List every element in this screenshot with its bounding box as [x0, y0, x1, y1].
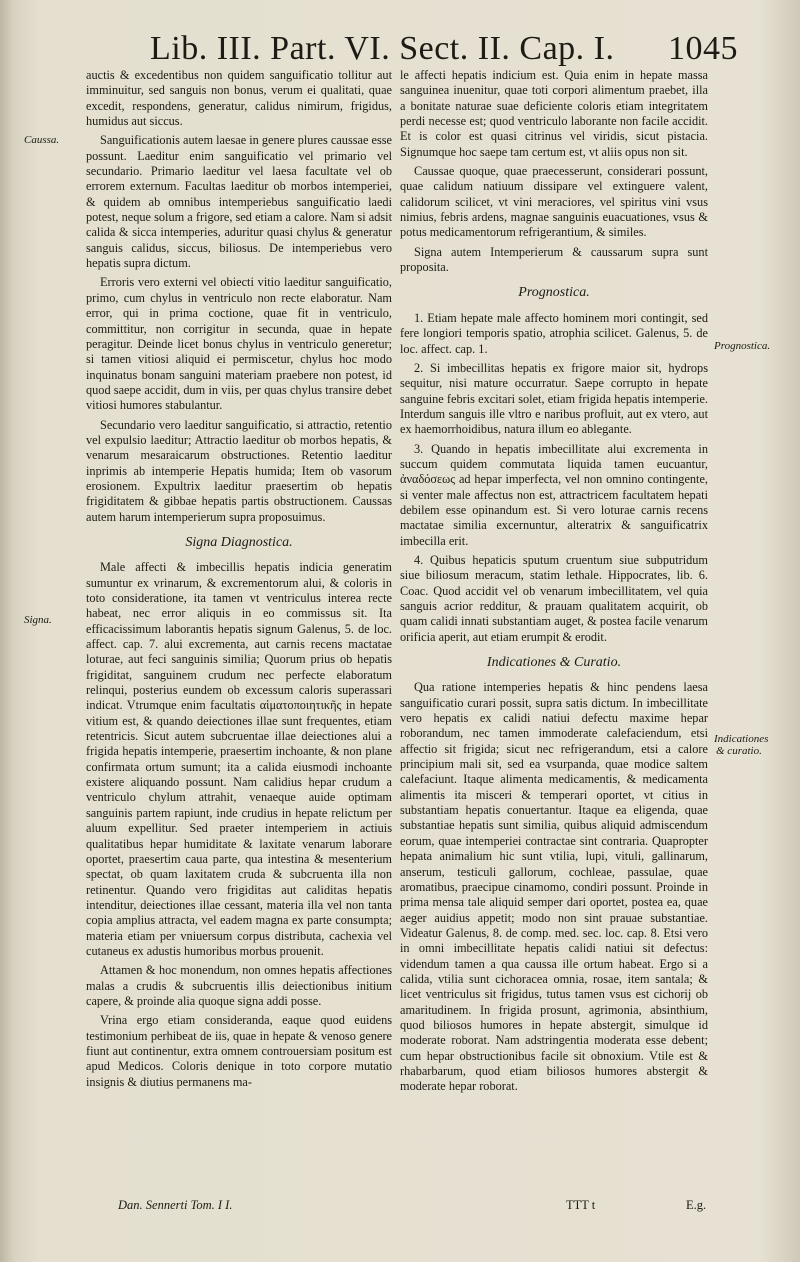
margin-note-indicationes: Indicationes: [714, 733, 769, 745]
printer-signature: Dan. Sennerti Tom. I I.: [118, 1198, 233, 1212]
paragraph: Attamen & hoc monendum, non omnes hepatis affectiones malas a crudis & subcruentis illis deiectionibus initium capere, & proinde alia quoque signa addi posse.: [86, 963, 392, 1008]
running-title: Lib. III. Part. VI. Sect. II. Cap. I.: [150, 30, 615, 67]
paragraph: 3. Quando in hepatis imbecillitate alui excrementa in succum quidem commutata liquida tamen eucuantur, ἀναδόσεως ad hepar imperfecta, vel non omnino contingente, si venter male affectus non est, attractricem facultatem hepati debilem esse opinandum est. Si vero loturae carnis recens mactatae similia excernuntur, alteratrix & sanguificatrix imbecilla erit.: [400, 441, 708, 548]
paragraph: Vrina ergo etiam consideranda, eaque quod euidens testimonium perhibeat de iis, quae in hepate & venoso genere fiunt aut continentur, extra omnem controuersiam positum est apud Medicos. Coloris denique in toto corpore mutatio insignis & diutius permanens ma-: [86, 1013, 392, 1089]
paragraph: auctis & excedentibus non quidem sanguificatio tollitur aut imminuitur, sed sanguis non bonus, verum ei qualitati, quae excedit, respondens, generatur, calidus nimirum, frigidus, humidus aut siccus.: [86, 68, 392, 129]
paragraph: Qua ratione intemperies hepatis & hinc pendens laesa sanguificatio curari possit, supra satis dictum. In imbecillitate vero hepatis ex calidi natiui defectu maxime hepar roborandum, nec tamen immoderate calefaciendum, etsi affectio sit frigida; sicut nec refrigerandum, etsi a calore principium mali sit, sed ea vsurpanda, quae modice saltem calefaciunt. Itaque alimenta medicamentis, & medicamenta alimentis ita misceri & temperari oportet, vt citius in substantiam hepatis conuertantur. Itaque ea eligenda, quae substantiae hepatis sunt similia, quibus aliquid admiscendum eorum, quae intemperiei contractae sint contraria. Quapropter hepata animalium hic sunt vtilia, lupi, vituli, gallinarum, anserum, testiculi gallorum, cochleae, passulae, quae aromatibus, praecipue cinamomo, condiri possunt. Proinde in prima mensa tale aliquid semper dari oportet, postea ea, quae aeger auidius appetit; modo non sint prauae substantiae. Videatur Galenus, 8. de comp. med. sec. loc. cap. 8. Etsi vero in omni imbecillitate hepatis calidi natiui sit defectus: videndum tamen a qua caussa ille ortum habeat. Ergo si a calida, vtilia sunt cichoracea omnia, rosae, item santala; & licet ventriculus sit frigidus, tutus tamen vsus est cichorij ob amaritudinem. In frigida prosunt, agrimonia, absinthium, quod biliosos humores in hepate abstergit, simulque id moderate roborat. Nam adstringentia moderata esse debent; cum hepar obstructionibus facile sit obnoxium. Vtile est & rhabarbarum, quod etiam biliosos humores abstergit & moderate hepar roborat.: [400, 680, 708, 1094]
running-header: [150, 30, 750, 70]
section-heading-prognostica: Prognostica.: [518, 285, 590, 301]
paragraph: 2. Si imbecillitas hepatis ex frigore maior sit, hydrops sequitur, nisi mature occurratur. Saepe corrupto in hepate sanguine febris excitari solet, etiam frigida hepatis intemperie. Interdum sanguis ille vltro e naribus profluit, aut ex vtero, aut ex haemorrhoidibus, natura illum eo ablegante.: [400, 360, 708, 437]
margin-note-causae: Caussa.: [24, 134, 60, 146]
paragraph: Secundario vero laeditur sanguificatio, si attractio, retentio vel expulsio laeditur; Attractio laeditur ob morbos hepatis, & venarum mesaraicarum obstructiones. Retentio laeditur inprimis ab intemperie Hepatis humida; Item ob vasorum erosionem. Expultrix laeditur praesertim ob hepatis frigiditatem & gibbae hepatis partis obstructionem. Caussas autem harum intemperierum supra proposuimus.: [86, 417, 392, 524]
section-heading-curatio: Indicationes & Curatio.: [486, 655, 622, 671]
catchword: E.g.: [686, 1198, 707, 1212]
section-heading-signa: Signa Diagnostica.: [185, 534, 293, 550]
margin-note-signa: Signa.: [24, 614, 52, 626]
paragraph: 4. Quibus hepaticis sputum cruentum siue subputridum siue biliosum meracum, statim lethale. Hippocrates, lib. 6. Coac. Quod accidit vel ob venarum imbecillitatem, vel quia sanguis acrior redditur, & prauam qualitatem acquirit, ob quam calidi innati substantiam auget, & postea facile venarum orificia aperit, aut etiam erumpit & erodit.: [400, 552, 708, 644]
paragraph: le affecti hepatis indicium est. Quia enim in hepate massa sanguinea inuenitur, quae toti corpori alimentum praebet, illa a bonitate naturae suae deficiente coloris etiam integritatem perdi necesse est; quod ventriculo laborante non facile accidit. Et is color est quasi citrinus vel viridis, sicut pistacia. Signumque hoc saepe tam certum est, vt aliis opus non sit.: [400, 68, 708, 159]
margin-note-prognostica: Prognostica.: [714, 340, 771, 352]
paragraph: Caussae quoque, quae praecesserunt, considerari possunt, quae calidum natiuum dissipare vel extinguere valent, calidorum scilicet, vt vini meraciores, vel spiritus vini vsus nimius, febris ardens, magnae sanguinis euacuationes, vsus & potus medicamentorum refrigerantium, & similes.: [400, 164, 708, 240]
paragraph: Signa autem Intemperierum & caussarum supra sunt proposita.: [400, 244, 708, 275]
right-column: [400, 68, 708, 1099]
page-number: 1045: [668, 30, 738, 67]
paragraph: Erroris vero externi vel obiecti vitio laeditur sanguificatio, primo, cum chylus in ventriculo non recte elaboratur. Nam error, qui in prima coctione, quae fit in ventriculo, committitur, non corrigitur in secunda, quae in hepate peragitur. Deinde licet bonus chylus in ventriculo generetur; si tamen vitiosi aliquid ei permiscetur, chylus hoc modo inquinatus bonam sanguini materiam praebere non potest, id quod saepe accidit, dum in viis, per quas chylus transire debet vitiosi humores stabulantur.: [86, 275, 392, 413]
margin-note-curatio: & curatio.: [716, 745, 762, 757]
left-column: [86, 68, 392, 1094]
paragraph: 1. Etiam hepate male affecto hominem mori contingit, sed fere longiori temporis spatio, atrophia scilicet. Galenus, 5. de loc. affect. cap. 1.: [400, 310, 708, 356]
gathering-mark: TTT t: [566, 1198, 596, 1212]
paragraph: Male affecti & imbecillis hepatis indicia generatim sumuntur ex vrinarum, & excrementorum alui, & coloris in toto consideratione, ita tamen vt ventriculus interea recte habeat, nec error aliquis in eo commissus sit. Ita efficacissimum laborantis hepatis signum Galenus, 5. de loc. affect. cap. 7. alui excrementa, aut carnis recens mactatae loturae, aut feci sanguinis similia; Quorum prius ob hepatis frigiditat, sanguinem crudum nec perfecte elaboratum relinqui, posterius eundem ob excessum caloris superassari indicat. Vtrumque enim facultatis αἱματοποιητικῆς in hepate vitium est, & quando deiectiones illae sunt frequentes, etiam retentricis. Sicut autem subcruentae illae deiectiones alui a frigida hepatis intemperie, praesertim inchoante, & non plane confirmata ortum sumunt; ita a calida eiusmodi inchoante existere aliquando possunt. Nam calidius hepar crudum a ventriculo chylum attrahit, venaeque auide optimam sanguinis partem rapiunt, inde crudius in hepate relictum per aluum expellitur. Sed praeter intemperiem in actiuis qualitatibus hepar humiditate & laxitate venarum laborare oportet, praesertim caua parte, qua intestina & mesenterium spectat, ob quam laxitatem cruda & subcruenta illa non retinentur. Quando vero frigiditas aut caliditas hepatis intenditur, deiectiones illae cessant, materia illa vel non tanta copia amplius attracta, vel eadem magna ex parte consumpta; materia etiam per vniuersum corpus distributa, cachexia vel cutaneus ex adustis humoribus morbus prouenit.: [86, 560, 392, 958]
paragraph: Sanguificationis autem laesae in genere plures caussae esse possunt. Laeditur enim sanguificatio vel primario vel secundario. Primario laeditur vel laesa facultate vel ob errorem externum. Facultas laeditur ob morbos intemperiei, & quidem ab omnibus intemperiebus sanguificatio laedi potest, neque solum a frigore, sed etiam a calore. Nam si adsit calida & sicca intemperies, aduritur quasi chylus & generatur sanguis calidus, siccus, biliosus. De intemperiebus vero hepatis supra dictum.: [86, 133, 392, 271]
